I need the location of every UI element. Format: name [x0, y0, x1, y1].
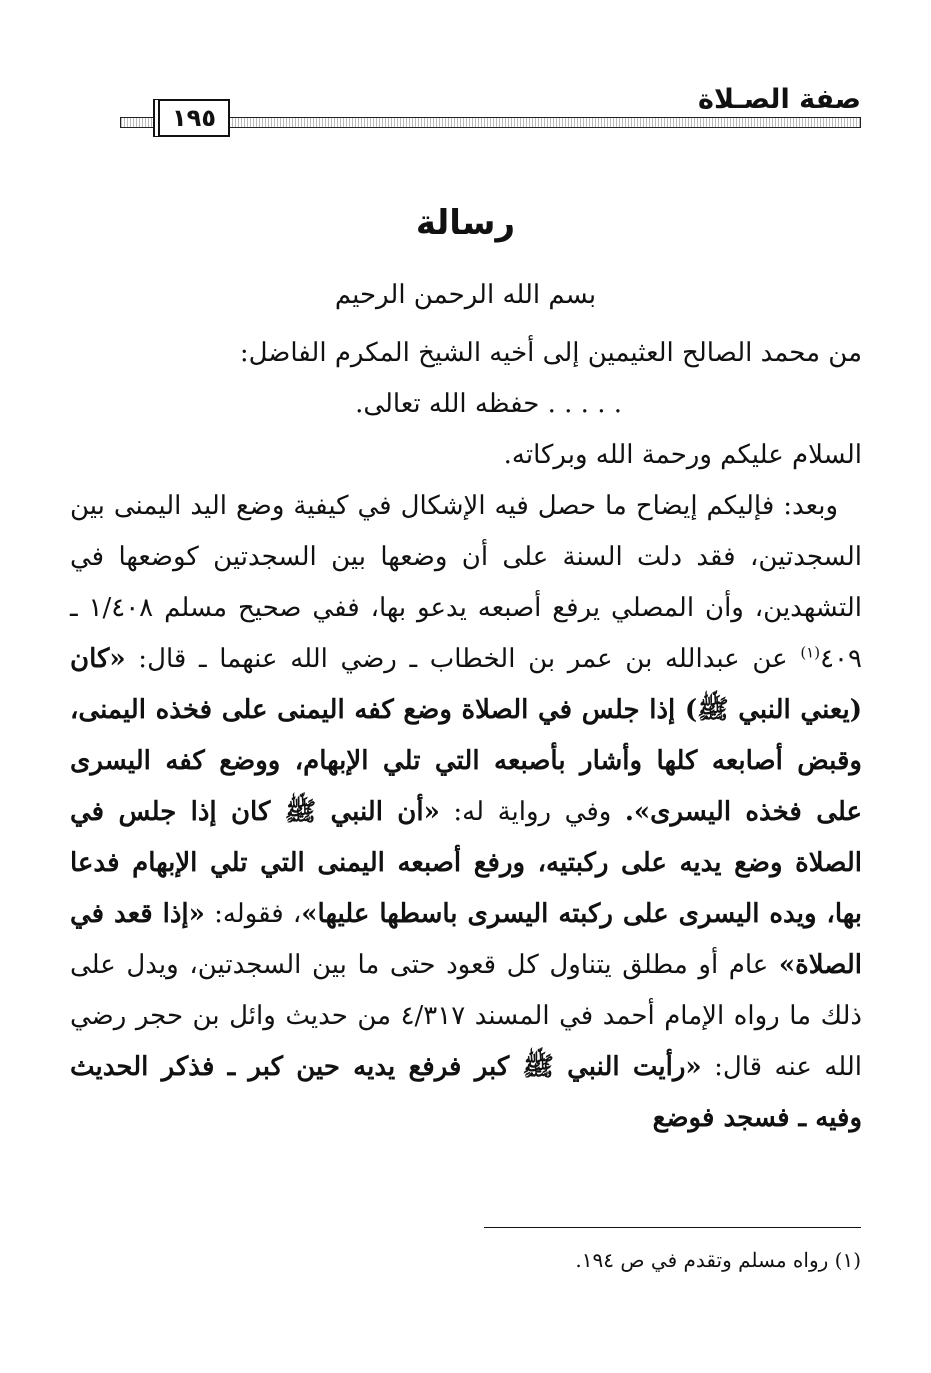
basmala: بسم الله الرحمن الرحيم	[334, 280, 597, 310]
letter-body	[70, 328, 862, 1144]
hadith-quote-4: «رأيت النبي ﷺ كبر فرفع يديه حين كبر ـ فذكر الحديث وفيه ـ فسجد فوضع	[70, 1052, 862, 1133]
hadith-quote-2: «أن النبي ﷺ كان إذا جلس في الصلاة وضع يديه على ركبتيه، ورفع أصبعه اليمنى التي تلي الإبهام فدعا بها، ويده اليسرى على ركبته اليسرى باسطها عليها»	[70, 797, 862, 929]
header-rule	[120, 117, 861, 128]
paragraph-text-4: ، فقوله:	[204, 899, 302, 929]
salutation-line-3: السلام عليكم ورحمة الله وبركاته.	[503, 440, 862, 470]
letter-title: رسالة	[415, 203, 516, 243]
book-title: صفة الصـلاة	[698, 84, 861, 115]
footnote: (١) رواه مسلم وتقدم في ص ١٩٤.	[575, 1248, 861, 1272]
paragraph-text-2: عن عبدالله بن عمر بن الخطاب ـ رضي الله عنهما ـ قال:	[125, 644, 801, 674]
hadith-quote-3: «إذا قعد في الصلاة»	[70, 899, 862, 980]
main-paragraph	[70, 481, 862, 1144]
footnote-divider	[484, 1227, 861, 1228]
salutation-line-2: . . . . . حفظه الله تعالى.	[355, 389, 622, 419]
page-header	[0, 0, 931, 140]
salutation-line-1: من محمد الصالح العثيمين إلى أخيه الشيخ المكرم الفاضل:	[239, 338, 862, 368]
hadith-quote-1: «كان (يعني النبي ﷺ) إذا جلس في الصلاة وضع كفه اليمنى على فخذه اليمنى، وقبض أصابعه كلها وأشار بأصبعه التي تلي الإبهام، ووضع كفه اليسرى على فخذه اليسرى».	[70, 644, 862, 827]
paragraph-text-3: وفي رواية له:	[439, 797, 625, 827]
page-number: ١٩٥	[158, 99, 230, 137]
paragraph-text-1: وبعد: فإليكم إيضاح ما حصل فيه الإشكال في كيفية وضع اليد اليمنى بين السجدتين، فقد دلت السنة على أن وضعها بين السجدتين كوضعها في التشهدين، وأن المصلي يرفع أصبعه يدعو بها، ففي صحيح مسلم ١/٤٠٨ ـ ٤٠٩	[70, 491, 862, 674]
footnote-reference: (١)	[800, 643, 821, 662]
paragraph-text-5: عام أو مطلق يتناول كل قعود حتى ما بين السجدتين، ويدل على ذلك ما رواه الإمام أحمد في المسند ٤/٣١٧ من حديث وائل بن حجر رضي الله عنه قال:	[70, 950, 862, 1082]
